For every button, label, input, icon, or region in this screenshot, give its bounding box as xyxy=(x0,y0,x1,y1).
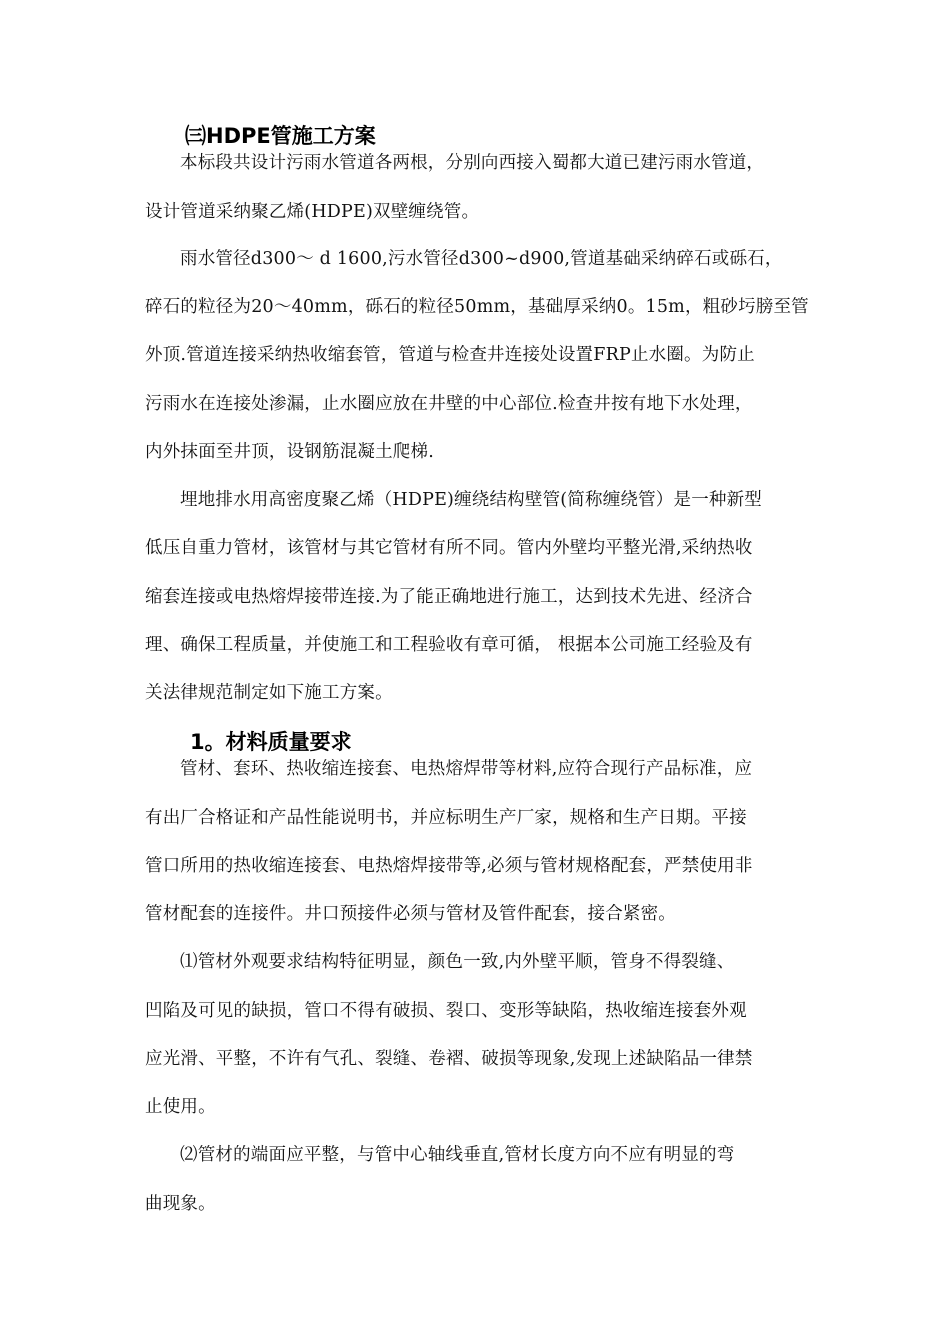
paragraph-line: 管材配套的连接件。井口预接件必须与管材及管件配套，接合紧密。 xyxy=(145,904,676,924)
paragraph-line: 止使用。 xyxy=(145,1097,216,1117)
paragraph-line: 管口所用的热收缩连接套、电热熔焊接带等,必须与管材规格配套，严禁使用非 xyxy=(145,856,753,876)
paragraph-line: 碎石的粒径为20～40mm，砾石的粒径50mm，基础厚采纳0。15m，粗砂圬膀至管 xyxy=(145,297,809,317)
paragraph-line: 雨水管径d300～ d 1600,污水管径d300~d900,管道基础采纳碎石或砾石， xyxy=(180,249,783,269)
paragraph-line: 缩套连接或电热熔焊接带连接.为了能正确地进行施工，达到技术先进、经济合 xyxy=(145,587,753,607)
paragraph-line: 有出厂合格证和产品性能说明书，并应标明生产厂家，规格和生产日期。平接 xyxy=(145,808,747,828)
paragraph-line: 本标段共设计污雨水管道各两根，分别向西接入蜀都大道已建污雨水管道， xyxy=(180,153,765,173)
paragraph-line: 污雨水在连接处渗漏，止水圈应放在井壁的中心部位.检查井按有地下水处理， xyxy=(145,394,753,414)
subheading: 1。材料质量要求 xyxy=(190,730,352,754)
paragraph-line: 理、确保工程质量，并使施工和工程验收有章可循， 根据本公司施工经验及有 xyxy=(145,635,753,655)
paragraph-line: 凹陷及可见的缺损，管口不得有破损、裂口、变形等缺陷，热收缩连接套外观 xyxy=(145,1001,747,1021)
section-heading: ㈢HDPE管施工方案 xyxy=(185,124,376,148)
paragraph-line: 低压自重力管材，该管材与其它管材有所不同。管内外壁均平整光滑,采纳热收 xyxy=(145,538,753,558)
paragraph-line: 关法律规范制定如下施工方案。 xyxy=(145,683,393,703)
paragraph-line: ⑴管材外观要求结构特征明显，颜色一致,内外壁平顺，管身不得裂缝、 xyxy=(180,952,735,972)
paragraph-line: 应光滑、平整，不许有气孔、裂缝、卷褶、破损等现象,发现上述缺陷品一律禁 xyxy=(145,1049,753,1069)
paragraph-line: 管材、套环、热收缩连接套、电热熔焊带等材料,应符合现行产品标准，应 xyxy=(180,759,753,779)
paragraph-line: 外顶.管道连接采纳热收缩套管，管道与检查井连接处设置FRP止水圈。为防止 xyxy=(145,345,755,365)
paragraph-line: 内外抹面至井顶，设钢筋混凝土爬梯. xyxy=(145,442,434,462)
paragraph-line: 曲现象。 xyxy=(145,1194,216,1214)
paragraph-line: 设计管道采纳聚乙烯(HDPE)双壁缠绕管。 xyxy=(145,202,480,222)
paragraph-line: ⑵管材的端面应平整，与管中心轴线垂直,管材长度方向不应有明显的弯 xyxy=(180,1145,735,1165)
paragraph-line: 埋地排水用高密度聚乙烯（HDPE)缠绕结构壁管(简称缠绕管）是一种新型 xyxy=(180,490,762,510)
